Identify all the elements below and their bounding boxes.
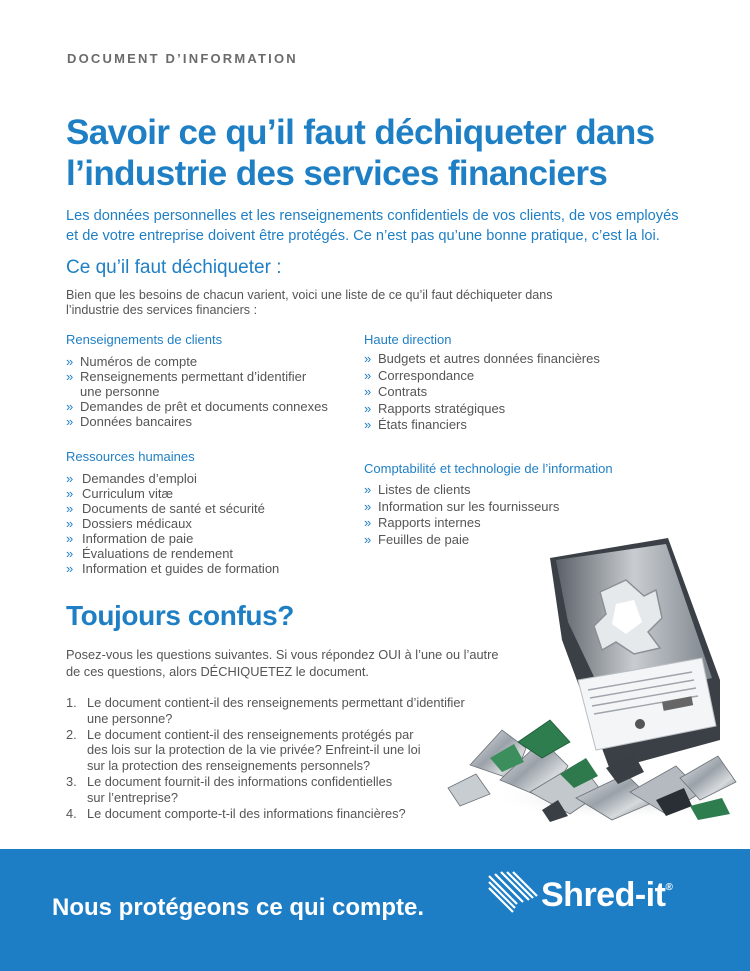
list-item: » États financiers	[364, 417, 467, 433]
section-heading-still-confused: Toujours confus?	[66, 600, 294, 631]
list-item: » Rapports internes	[364, 515, 481, 530]
bullet-marker: »	[364, 498, 372, 514]
bullet-marker: »	[364, 417, 372, 433]
bullet-marker: »	[66, 399, 74, 414]
page-title-line-2: l’industrie des services financiers	[66, 154, 608, 193]
shred-stripes-icon	[487, 870, 539, 922]
list-item: » Feuilles de paie	[364, 531, 470, 547]
footer-tagline: Nous protégeons ce qui compte.	[52, 894, 425, 921]
questions-intro-line-1: Posez-vous les questions suivantes. Si vous répondez OUI à l’une ou l’autre	[66, 647, 499, 662]
question-number: 4.	[66, 805, 77, 821]
list-hr	[66, 471, 279, 576]
page-title-line-1: Savoir ce qu’il faut déchiqueter dans	[66, 113, 655, 152]
intro-line-1: Les données personnelles et les renseignements confidentiels de vos clients, de vos employés	[66, 208, 679, 224]
questions-intro-line-2: de ces questions, alors DÉCHIQUETEZ le document.	[66, 664, 369, 679]
bullet-marker: »	[66, 561, 74, 576]
category-title-management: Haute direction	[364, 332, 452, 347]
intro-line-2: et de votre entreprise doivent être protégés. Ce n’est pas qu’une bonne pratique, c’est la loi.	[66, 228, 660, 244]
question-item: 1. Le document contient-il des renseignements permettant d’identifier une personne?	[66, 695, 465, 726]
bullet-marker: »	[364, 515, 372, 530]
list-item: » Curriculum vitæ	[66, 486, 174, 501]
bullet-marker: »	[66, 414, 74, 429]
category-title-it: Comptabilité et technologie de l’information	[364, 461, 613, 476]
registered-mark: ®	[665, 882, 673, 893]
list-item: » Listes de clients	[364, 482, 471, 497]
category-title-clients: Renseignements de clients	[66, 332, 223, 347]
question-number: 3.	[66, 773, 77, 789]
list-item: » Correspondance	[364, 367, 475, 383]
section-heading-what-to-shred: Ce qu’il faut déchiqueter :	[66, 257, 282, 278]
list-item: » Information et guides de formation	[66, 561, 280, 576]
bullet-marker: »	[66, 369, 74, 384]
questions-list	[66, 695, 465, 821]
bullet-marker: »	[66, 354, 74, 369]
list-item: » Rapports stratégiques	[364, 400, 506, 416]
list-item-continuation: une personne	[80, 384, 160, 399]
brand-name: Shred-it®	[541, 876, 673, 914]
bullet-marker: »	[66, 486, 74, 501]
lead-line-1: Bien que les besoins de chacun varient, voici une liste de ce qu’il faut déchiqueter dans	[66, 288, 553, 302]
list-item: » Contrats	[364, 384, 428, 400]
list-item: » Renseignements permettant d’identifier une personne	[66, 369, 307, 399]
question-number: 2.	[66, 726, 77, 742]
shredded-hard-drive-image	[430, 530, 750, 840]
bullet-marker: »	[364, 482, 372, 497]
list-item: » Évaluations de rendement	[66, 546, 234, 561]
category-title-hr: Ressources humaines	[66, 449, 195, 464]
bullet-marker: »	[66, 471, 74, 486]
bullet-marker: »	[66, 531, 74, 546]
list-item: » Demandes de prêt et documents connexes	[66, 399, 328, 414]
list-item: » Demandes d’emploi	[66, 471, 197, 486]
list-management	[364, 351, 600, 434]
question-item: 3. Le document fournit-il des informations confidentielles sur l’entreprise?	[66, 773, 393, 805]
list-item: » Budgets et autres données financières	[364, 351, 600, 366]
bullet-marker: »	[364, 531, 372, 547]
page-title	[66, 112, 706, 194]
list-item: » Données bancaires	[66, 414, 193, 429]
questions-intro	[66, 646, 499, 680]
intro-paragraph	[66, 206, 716, 246]
question-number: 1.	[66, 695, 77, 710]
document-type-label: DOCUMENT D’INFORMATION	[67, 51, 298, 66]
list-clients	[66, 354, 328, 429]
shred-it-logo	[487, 866, 717, 926]
bullet-marker: »	[66, 501, 74, 516]
bullet-marker: »	[364, 367, 372, 383]
bullet-marker: »	[364, 384, 372, 400]
question-item: 2. Le document contient-il des renseignements protégés par des lois sur la protection de la vie privée? Enfreint-il une loi sur la protection des renseignements personnels?	[66, 726, 421, 774]
list-item: » Documents de santé et sécurité	[66, 501, 265, 516]
bullet-marker: »	[66, 546, 74, 561]
lead-line-2: l’industrie des services financiers :	[66, 303, 258, 317]
lead-paragraph	[66, 288, 553, 318]
question-item: 4. Le document comporte-t-il des informations financières?	[66, 805, 406, 821]
bullet-marker: »	[364, 351, 372, 366]
bullet-marker: »	[66, 516, 74, 531]
list-item: » Information de paie	[66, 531, 194, 546]
list-item: » Information sur les fournisseurs	[364, 498, 560, 514]
list-item: » Numéros de compte	[66, 354, 198, 369]
bullet-marker: »	[364, 400, 372, 416]
list-item: » Dossiers médicaux	[66, 516, 192, 531]
